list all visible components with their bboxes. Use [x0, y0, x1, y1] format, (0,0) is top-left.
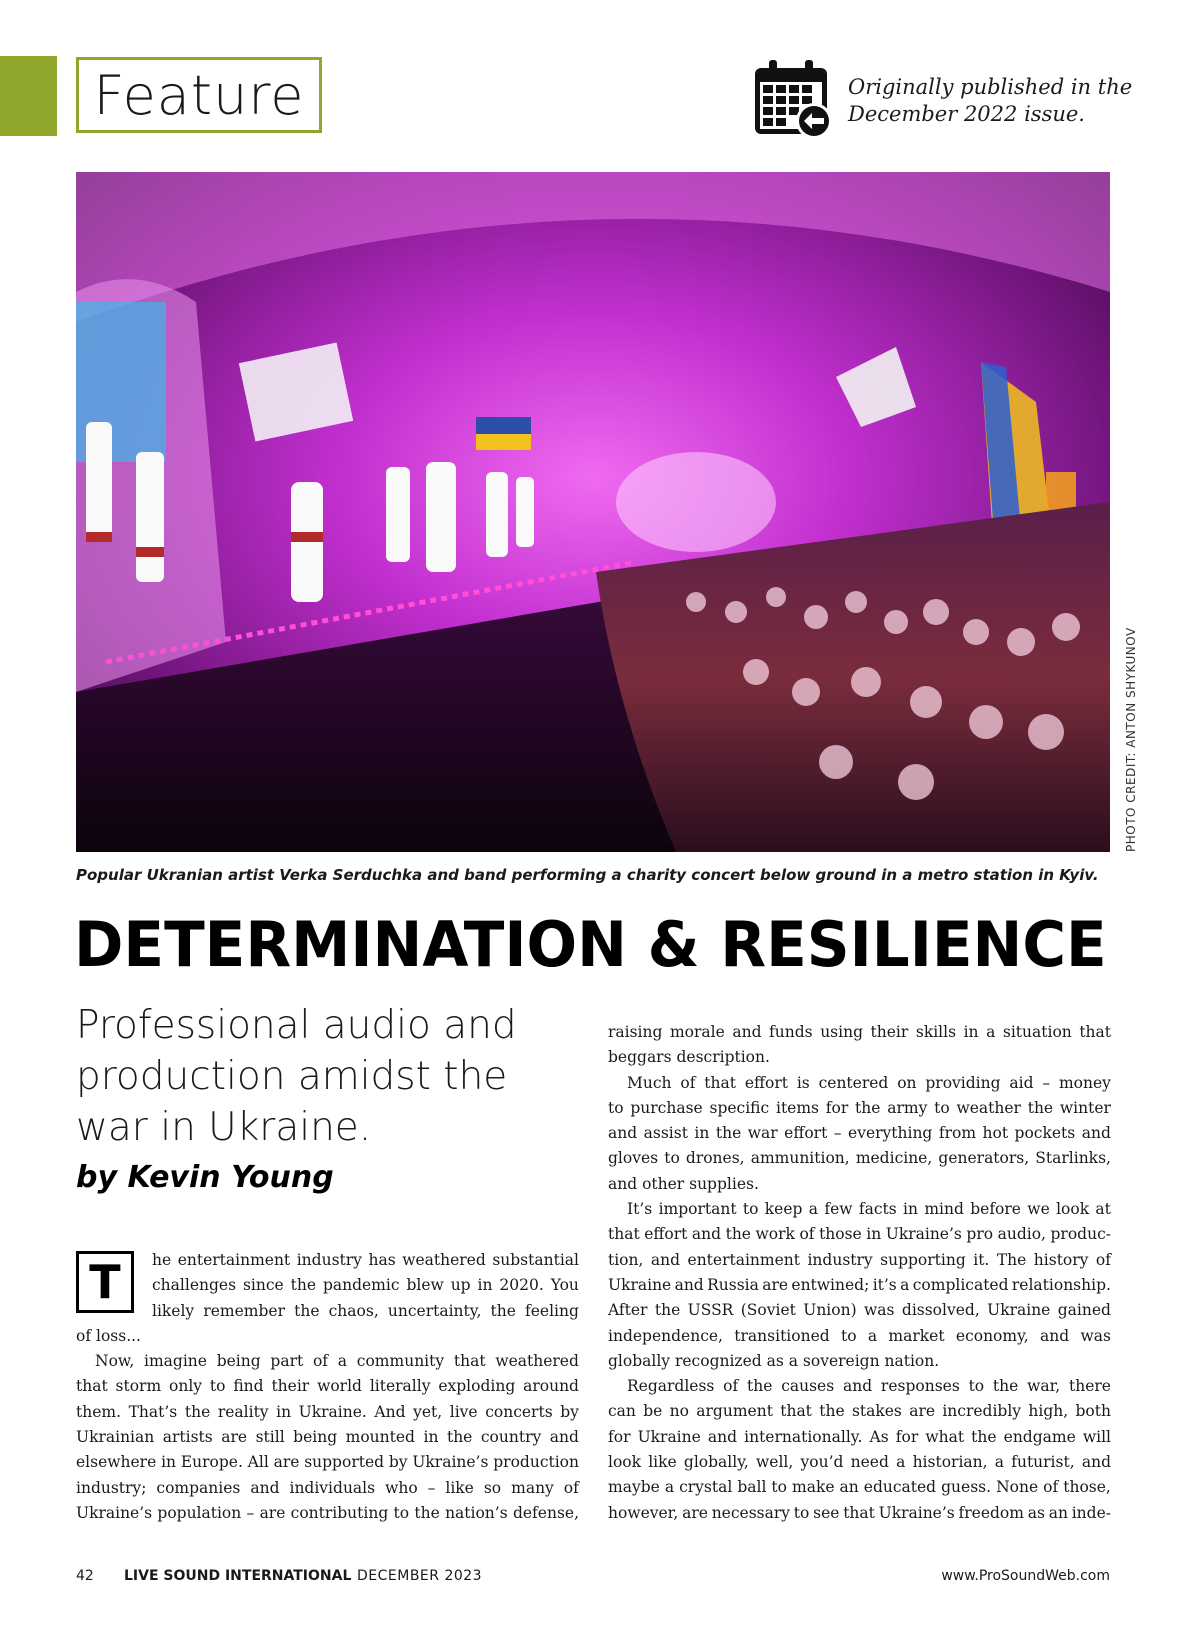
body-line: maybe a crystal ball to make an educated guess. None of those, [608, 1478, 1111, 1497]
magazine-name: LIVE SOUND INTERNATIONAL [124, 1568, 352, 1584]
published-line-2: December 2022 issue. [848, 102, 1085, 126]
body-line: raising morale and funds using their skills in a situation that [608, 1023, 1111, 1041]
body-line: Ukrainian artists are still being mounted in the country and [76, 1428, 579, 1447]
body-line: gloves to drones, ammunition, medicine, generators, Starlinks, [608, 1149, 1111, 1168]
body-line: likely remember the chaos, uncertainty, the feeling [152, 1301, 579, 1320]
body-line: beggars description. [608, 1048, 770, 1067]
body-line: look like globally, well, you’d need a historian, a futurist, and [608, 1453, 1111, 1472]
body-line: to purchase specific items for the army to weather the winter [608, 1098, 1111, 1117]
body-line: industry; companies and individuals who – like so many of [76, 1478, 579, 1497]
body-line: independence, transitioned to a market economy, and was [608, 1326, 1111, 1345]
body-line: that storm only to find their world literally exploding around [76, 1377, 579, 1396]
body-line: Regardless of the causes and responses to the war, there [627, 1377, 1111, 1396]
body-line: After the USSR (Soviet Union) was dissolved, Ukraine gained [608, 1301, 1111, 1320]
body-line: can be no argument that the stakes are incredibly high, both [608, 1402, 1111, 1421]
section-label-box [76, 57, 322, 133]
photo-credit: PHOTO CREDIT: ANTON SHYKUNOV [1124, 627, 1138, 852]
concert-photo [76, 172, 1110, 852]
body-line: challenges since the pandemic blew up in 2020. You [152, 1276, 579, 1295]
drop-cap: T [76, 1251, 134, 1313]
deck-line: production amidst the [76, 1054, 508, 1099]
body-line: Now, imagine being part of a community that weathered [95, 1352, 579, 1371]
article-deck [76, 1000, 556, 1153]
body-line: Much of that effort is centered on providing aid – money [627, 1073, 1111, 1092]
body-line: however, are necessary to see that Ukraine’s freedom as an inde- [608, 1503, 1111, 1522]
website-link[interactable]: www.ProSoundWeb.com [941, 1568, 1110, 1584]
body-column-right [608, 1020, 1111, 1526]
published-line-1: Originally published in the [848, 75, 1133, 99]
section-label: Feature [93, 63, 305, 127]
body-line: elsewhere in Europe. All are supported by Ukraine’s production [76, 1453, 579, 1472]
deck-line: Professional audio and [76, 1003, 517, 1048]
body-line: and assist in the war effort – everything from hot pockets and [608, 1124, 1111, 1143]
body-line: he entertainment industry has weathered substantial [152, 1251, 579, 1269]
body-column-left [76, 1248, 579, 1526]
published-note [848, 74, 1168, 128]
body-line: and other supplies. [608, 1174, 759, 1193]
section-accent-tab [0, 56, 57, 136]
body-line: globally recognized as a sovereign nation. [608, 1351, 940, 1370]
article-headline: DETERMINATION & RESILIENCE [74, 908, 1107, 981]
body-line: Ukraine’s population – are contributing to the nation’s defense, [76, 1503, 579, 1522]
body-line: them. That’s the reality in Ukraine. And yet, live concerts by [76, 1402, 579, 1421]
article-byline: by Kevin Young [76, 1160, 334, 1195]
deck-line: war in Ukraine. [76, 1105, 372, 1150]
body-line: It’s important to keep a few facts in mind before we look at [627, 1200, 1111, 1219]
page-number: 42 [76, 1568, 94, 1584]
body-line: that effort and the work of those in Ukraine’s pro audio, produc- [608, 1225, 1111, 1244]
photo-caption: Popular Ukranian artist Verka Serduchka and band performing a charity concert below ground in a metro station in Kyiv. [76, 866, 1099, 884]
issue-date: DECEMBER 2023 [357, 1568, 483, 1584]
body-line: Ukraine and Russia are entwined; it’s a complicated relationship. [608, 1275, 1111, 1294]
body-line: of loss... [76, 1326, 141, 1345]
calendar-back-arrow-icon [752, 58, 834, 140]
body-line: for Ukraine and internationally. As for what the endgame will [608, 1427, 1111, 1446]
body-line: tion, and entertainment industry supporting it. The history of [608, 1250, 1111, 1269]
